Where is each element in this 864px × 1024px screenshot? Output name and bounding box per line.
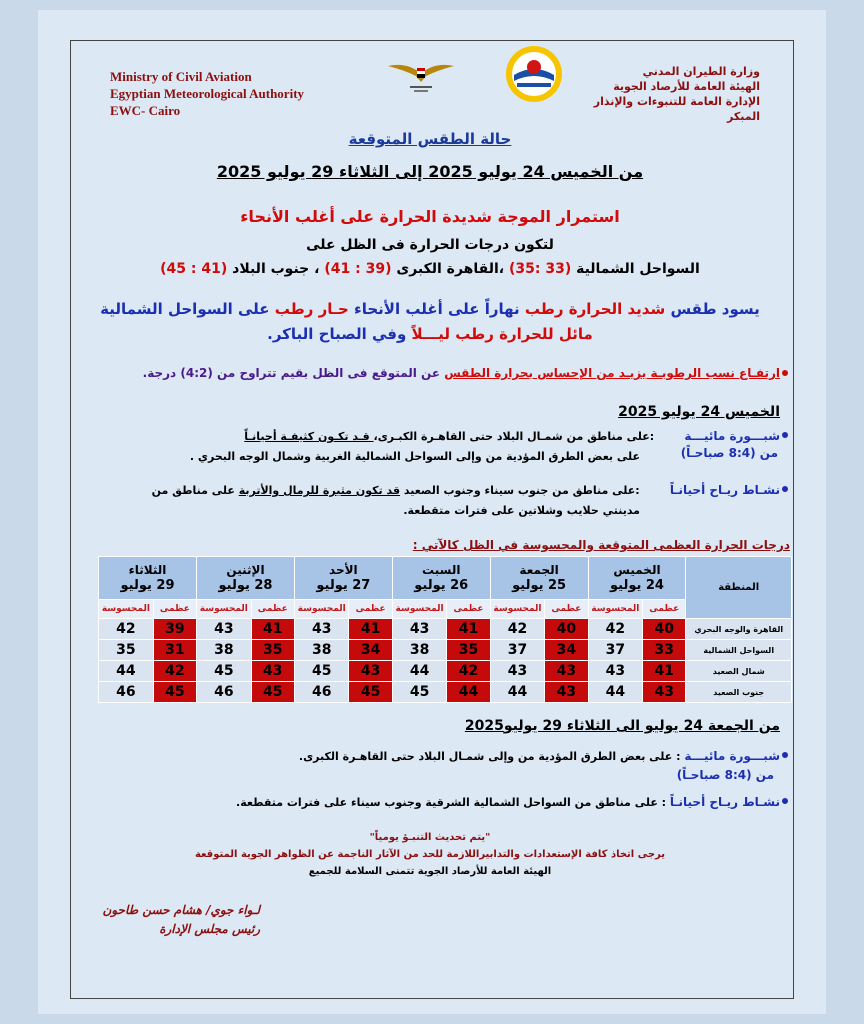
bullet-icon — [782, 798, 788, 804]
feels-like-temp: 44 — [490, 682, 545, 703]
feels-like-temp: 46 — [99, 682, 154, 703]
fog-text: :على مناطق من شمـال البلاد حتى القاهـرة الكبـرى، — [373, 430, 655, 443]
feels-like-temp: 43 — [588, 661, 643, 682]
max-temp: 40 — [545, 619, 588, 640]
day-name: الإثنين — [226, 563, 265, 577]
day-name: الجمعة — [519, 563, 559, 577]
feels-like-temp: 37 — [588, 640, 643, 661]
max-header: عظمى — [349, 600, 392, 619]
feels-like-temp: 46 — [197, 682, 252, 703]
feel-header: المحسوسة — [588, 600, 643, 619]
max-temp: 43 — [545, 661, 588, 682]
day-header — [294, 557, 392, 600]
humidity-range: عن المتوقع فى الظل بقيم تتراوح من (4:2) درجة. — [142, 366, 445, 380]
feels-like-temp: 43 — [294, 619, 349, 640]
max-temp: 45 — [153, 682, 196, 703]
summary-text: على السواحل الشمالية — [100, 300, 275, 318]
thursday-fog — [100, 426, 790, 466]
table-row — [99, 682, 792, 703]
max-temp: 39 — [153, 619, 196, 640]
north-coast-range: (33 :35) — [508, 261, 572, 277]
max-temp: 44 — [447, 682, 490, 703]
max-temp: 33 — [643, 640, 686, 661]
ministry-name-en: Ministry of Civil Aviation — [110, 69, 252, 84]
humidity-warning: ارتفـاع نسب الرطوبـة يزيـد من الإحساس بحرارة الطقس — [444, 366, 780, 380]
region-header: المنطقة — [686, 557, 792, 619]
day-date: 25 يوليو — [512, 578, 567, 593]
signature-name: لـواء جوي/ هشام حسن طاحون — [102, 903, 260, 917]
period-fog — [100, 746, 790, 784]
feels-like-temp: 46 — [294, 682, 349, 703]
day-name: الثلاثاء — [128, 563, 167, 577]
feels-like-temp: 44 — [588, 682, 643, 703]
signature-title: رئيس مجلس الإدارة — [159, 922, 260, 936]
feels-like-temp: 42 — [99, 619, 154, 640]
table-row — [99, 640, 792, 661]
ministry-name-ar: وزارة الطيران المدني — [642, 65, 760, 78]
summary-text: نهاراً على أغلب الأنحاء — [348, 300, 525, 318]
humidity-note — [100, 366, 790, 380]
feels-like-temp: 37 — [490, 640, 545, 661]
table-row — [99, 619, 792, 640]
day-name: السبت — [422, 563, 461, 577]
safety-note: الهيئة العامة للأرصاد الجوية تتمنى السلامة للجميع — [308, 866, 552, 877]
bullet-icon — [782, 370, 788, 376]
max-temp: 34 — [349, 640, 392, 661]
period-heading: من الجمعة 24 يوليو الى الثلاثاء 29 يوليو2025 — [464, 718, 780, 734]
feels-like-temp: 38 — [197, 640, 252, 661]
authority-name-en: Egyptian Meteorological Authority — [110, 86, 305, 101]
temperature-intro: لتكون درجات الحرارة فى الظل على — [306, 237, 554, 253]
page-title: حالة الطقس المتوقعة — [348, 130, 512, 148]
feels-like-temp: 45 — [294, 661, 349, 682]
table-row — [99, 661, 792, 682]
temperature-table — [98, 556, 792, 703]
wind-label: نشـاط ريـاح أحيانـاً — [669, 795, 780, 809]
region-name: السواحل الشمالية — [686, 640, 792, 661]
ema-logo — [505, 45, 563, 103]
feel-header: المحسوسة — [392, 600, 447, 619]
precaution-note: يرجى اتخاذ كافة الإستعدادات والتدابيراللازمة للحد من الآثار الناجمة عن الظواهر الجوية المتوقعة — [194, 849, 666, 860]
update-note: "يتم تحديث التنبـؤ يومياً" — [369, 832, 491, 843]
max-header: عظمى — [447, 600, 490, 619]
bullet-icon — [782, 752, 788, 758]
day-date: 28 يوليو — [218, 578, 273, 593]
department-name-ar: الإدارة العامة للتنبوءات والإنذار المبكر — [593, 95, 760, 123]
summary-line-1 — [90, 297, 770, 322]
day-date: 26 يوليو — [414, 578, 469, 593]
fog-time: من (8:4 صباحـاً) — [680, 446, 778, 460]
day-date: 24 يوليو — [609, 578, 664, 593]
day-date: 27 يوليو — [316, 578, 371, 593]
cairo-range: (39 : 41) — [324, 261, 392, 277]
day-header — [490, 557, 588, 600]
max-temp: 31 — [153, 640, 196, 661]
max-header: عظمى — [643, 600, 686, 619]
max-header: عظمى — [545, 600, 588, 619]
day-name: الأحد — [329, 563, 358, 577]
feels-like-temp: 44 — [99, 661, 154, 682]
fog-text: : على بعض الطرق المؤدية من وإلى شمـال البلاد حتى القاهـرة الكبرى. — [298, 750, 685, 763]
feel-header: المحسوسة — [99, 600, 154, 619]
eagle-logo — [386, 56, 456, 96]
feels-like-temp: 38 — [294, 640, 349, 661]
feels-like-temp: 43 — [392, 619, 447, 640]
wind-text-2: مدينتي حلايب وشلاتين على فترات متقطعة. — [403, 504, 640, 517]
summary-highlight: حـار رطب — [274, 300, 349, 318]
feels-like-temp: 44 — [392, 661, 447, 682]
wind-label: نشـاط ريـاح أحيانـاً — [669, 483, 780, 497]
max-temp: 35 — [447, 640, 490, 661]
max-temp: 42 — [153, 661, 196, 682]
north-coast-label: السواحل الشمالية — [571, 261, 700, 277]
feel-header: المحسوسة — [294, 600, 349, 619]
table-title: درجات الحرارة العظمى المتوقعة والمحسوسة في الظل كالآتي : — [412, 538, 790, 552]
feel-header: المحسوسة — [197, 600, 252, 619]
max-temp: 43 — [643, 682, 686, 703]
feels-like-temp: 45 — [392, 682, 447, 703]
day-header — [197, 557, 295, 600]
max-temp: 35 — [251, 640, 294, 661]
period-wind — [100, 792, 790, 812]
south-range: (41 : 45) — [160, 261, 228, 277]
feels-like-temp: 42 — [588, 619, 643, 640]
south-label: ، جنوب البلاد — [227, 261, 325, 277]
temperature-table-wrap — [98, 556, 792, 703]
region-name: جنوب الصعيد — [686, 682, 792, 703]
summary-text: وفي الصباح الباكر. — [267, 325, 412, 343]
thursday-heading: الخميس 24 يوليو 2025 — [618, 404, 780, 420]
day-header — [588, 557, 686, 600]
max-temp: 43 — [545, 682, 588, 703]
max-temp: 45 — [349, 682, 392, 703]
max-temp: 41 — [447, 619, 490, 640]
max-temp: 45 — [251, 682, 294, 703]
feel-header: المحسوسة — [490, 600, 545, 619]
feels-like-temp: 43 — [197, 619, 252, 640]
max-header: عظمى — [251, 600, 294, 619]
thursday-wind — [100, 480, 790, 520]
max-temp: 43 — [349, 661, 392, 682]
fog-warning: قـد تكـون كثيفـة أحيانـاً — [244, 430, 374, 443]
bullet-icon — [782, 486, 788, 492]
bullet-icon — [782, 432, 788, 438]
summary-line-2 — [90, 322, 770, 347]
region-name: شمال الصعيد — [686, 661, 792, 682]
max-temp: 40 — [643, 619, 686, 640]
max-temp: 41 — [349, 619, 392, 640]
summary-highlight: شديد الحرارة رطب — [524, 300, 666, 318]
feels-like-temp: 35 — [99, 640, 154, 661]
max-temp: 34 — [545, 640, 588, 661]
header-english — [110, 68, 370, 119]
max-temp: 41 — [643, 661, 686, 682]
feels-like-temp: 43 — [490, 661, 545, 682]
day-header — [392, 557, 490, 600]
wind-text-end: على مناطق من — [151, 484, 239, 497]
fog-time: من (8:4 صباحـاً) — [676, 768, 774, 782]
heatwave-headline: استمرار الموجة شديدة الحرارة على أغلب الأنحاء — [240, 207, 620, 226]
feels-like-temp: 38 — [392, 640, 447, 661]
day-name: الخميس — [613, 563, 661, 577]
max-temp: 42 — [447, 661, 490, 682]
center-name-en: EWC- Cairo — [110, 103, 181, 118]
authority-name-ar: الهيئة العامة للأرصاد الجوية — [613, 80, 760, 93]
weather-summary — [90, 297, 770, 347]
max-header: عظمى — [153, 600, 196, 619]
wind-text: : على مناطق من السواحل الشمالية الشرقية وجنوب سيناء على فترات متقطعة. — [236, 796, 670, 809]
header-arabic — [560, 64, 760, 124]
summary-highlight: مائل للحرارة رطب ليـــلاً — [411, 325, 593, 343]
region-name: القاهرة والوجه البحري — [686, 619, 792, 640]
forecast-period: من الخميس 24 يوليو 2025 إلى الثلاثاء 29 يوليو 2025 — [216, 162, 644, 181]
fog-label: شبـــورة مائيـــة — [684, 429, 780, 443]
day-date: 29 يوليو — [120, 578, 175, 593]
max-temp: 43 — [251, 661, 294, 682]
feels-like-temp: 45 — [197, 661, 252, 682]
temperature-summary — [100, 261, 760, 277]
feels-like-temp: 42 — [490, 619, 545, 640]
summary-text: يسود طقس — [665, 300, 760, 318]
fog-text-2: على بعض الطرق المؤدية من وإلى السواحل الشمالية الغربية وشمال الوجه البحري . — [189, 450, 640, 463]
wind-warning: قد تكون مثيرة للرمال والأتربة — [238, 484, 401, 497]
wind-text: :على مناطق من جنوب سيناء وجنوب الصعيد — [400, 484, 640, 497]
fog-label: شبـــورة مائيـــة — [684, 749, 780, 763]
max-temp: 41 — [251, 619, 294, 640]
cairo-label: ،القاهرة الكبرى — [391, 261, 509, 277]
day-header — [99, 557, 197, 600]
